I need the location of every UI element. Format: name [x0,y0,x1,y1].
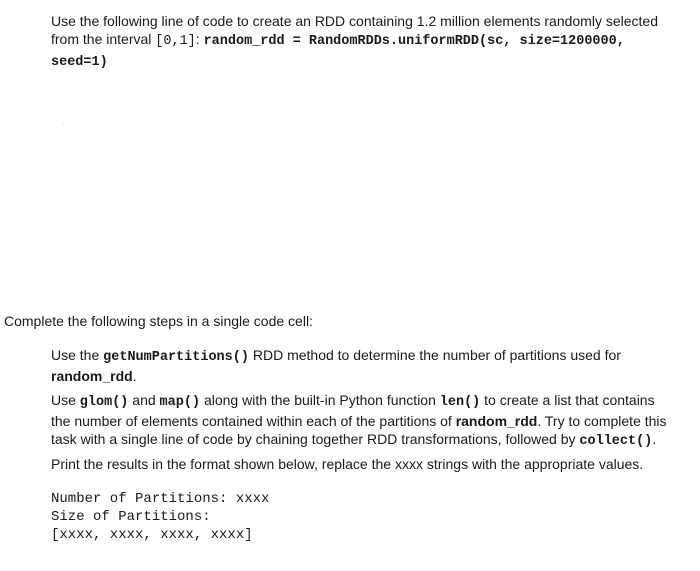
output-size-label: Size of Partitions: [51,509,211,525]
intro-colon: : [195,31,204,47]
glom-code: glom() [79,395,129,410]
len-code: len() [439,395,481,410]
step1-text-a: Use the [51,347,104,363]
step2-text-b: and [128,392,160,408]
intro-text: Use the following line of code to create an RDD containing 1.2 million elements randomly selected from the interval [51,13,658,47]
step2-text-f: . [652,431,657,447]
step2-text-e: . Try to complete this task with a single line of code by chaining together RDD transformations, followed by [51,413,667,447]
step-print-results: Print the results in the format shown below, replace the xxxx strings with the appropriate values. [51,456,644,472]
step-get-num-partitions [51,346,671,385]
rdd-creation-code: random_rdd = RandomRDDs.uniformRDD(sc, size=1200000, seed=1) [51,34,625,70]
image-speck [63,124,64,125]
output-size-list: [xxxx, xxxx, xxxx, xxxx] [51,527,253,543]
intro-paragraph [51,12,671,72]
steps-heading: Complete the following steps in a single code cell: [4,313,313,329]
output-format-sample [51,490,671,544]
collect-code: collect() [579,434,653,449]
step2-text-d: to create a list that contains the number of elements contained within each of the partitions of [51,392,655,429]
map-code: map() [159,395,201,410]
random-rdd-name: random_rdd [51,368,133,384]
step-partition-sizes [51,391,676,451]
interval-code: [0,1] [155,34,196,49]
random-rdd-name: random_rdd [455,413,538,429]
step1-text-b: RDD method to determine the number of partitions used for [248,347,621,363]
get-num-partitions-code: getNumPartitions() [103,350,249,365]
step2-text-c: along with the built-in Python function [200,392,440,408]
output-partitions-line: Number of Partitions: xxxx [51,491,270,507]
step1-text-c: . [132,368,137,384]
step2-text-a: Use [51,392,80,408]
